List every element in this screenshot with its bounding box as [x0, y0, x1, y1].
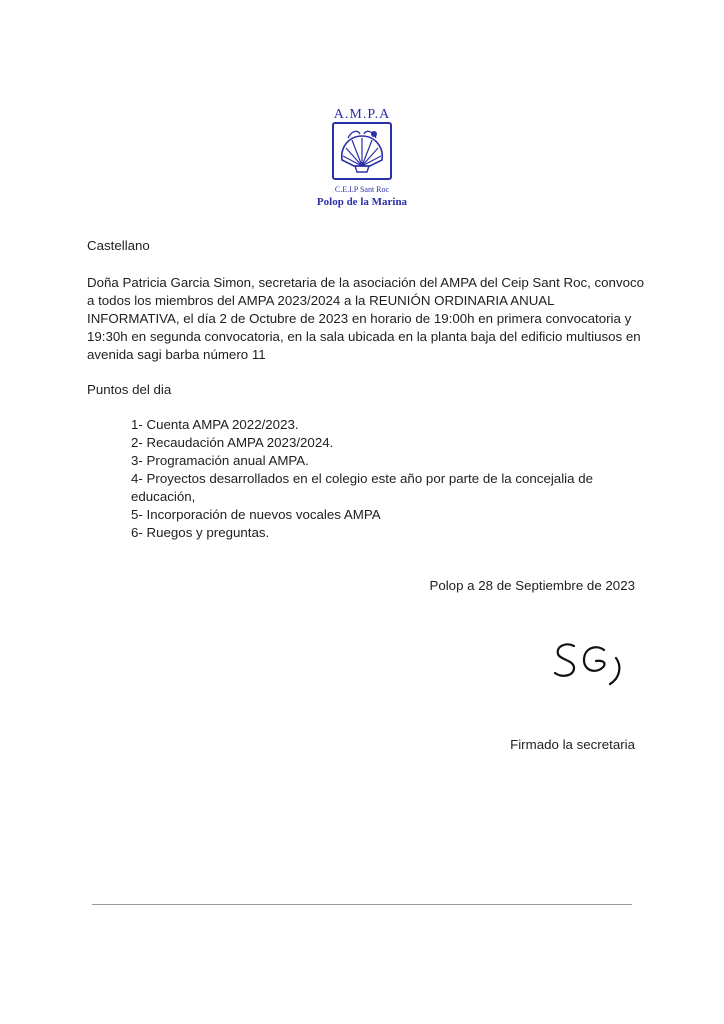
- agenda-item: 3- Programación anual AMPA.: [131, 453, 309, 468]
- ampa-logo: [316, 107, 408, 212]
- footer-divider: [92, 904, 632, 905]
- logo-title: A.M.P.A: [333, 107, 391, 122]
- language-label: Castellano: [87, 238, 150, 253]
- agenda-item: 6- Ruegos y preguntas.: [131, 525, 270, 540]
- agenda-item: 2- Recaudación AMPA 2023/2024.: [131, 435, 334, 450]
- place-date: Polop a 28 de Septiembre de 2023: [429, 578, 635, 593]
- intro-paragraph: Doña Patricia Garcia Simon, secretaria de la asociación del AMPA del Ceip Sant Roc, convoco a todos los miembros del AMPA 2023/2024 a la REUNIÓN ORDINARIA ANUAL INFORMATIVA, el día 2 de Octubre de 2023 en horario de 19:00h en primera convocatoria y 19:30h en segunda convocatoria, en la sala ubicada en la planta baja del edificio multiusos en avenida sagi barba número 11: [87, 275, 645, 362]
- points-title: Puntos del dia: [87, 382, 172, 397]
- signed-by: Firmado la secretaria: [510, 737, 635, 752]
- scallop-shell-icon: [334, 124, 390, 178]
- agenda-item: 5- Incorporación de nuevos vocales AMPA: [131, 507, 381, 522]
- agenda-item: 1- Cuenta AMPA 2022/2023.: [131, 417, 299, 432]
- handwritten-signature: [552, 638, 632, 692]
- agenda-item: 4- Proyectos desarrollados en el colegio este año por parte de la concejalia de educación,: [131, 471, 593, 504]
- logo-town-name: Polop de la Marina: [316, 196, 408, 208]
- logo-frame: [332, 122, 392, 180]
- logo-school-name: C.E.I.P Sant Roc: [334, 185, 390, 194]
- agenda-list: [131, 416, 631, 542]
